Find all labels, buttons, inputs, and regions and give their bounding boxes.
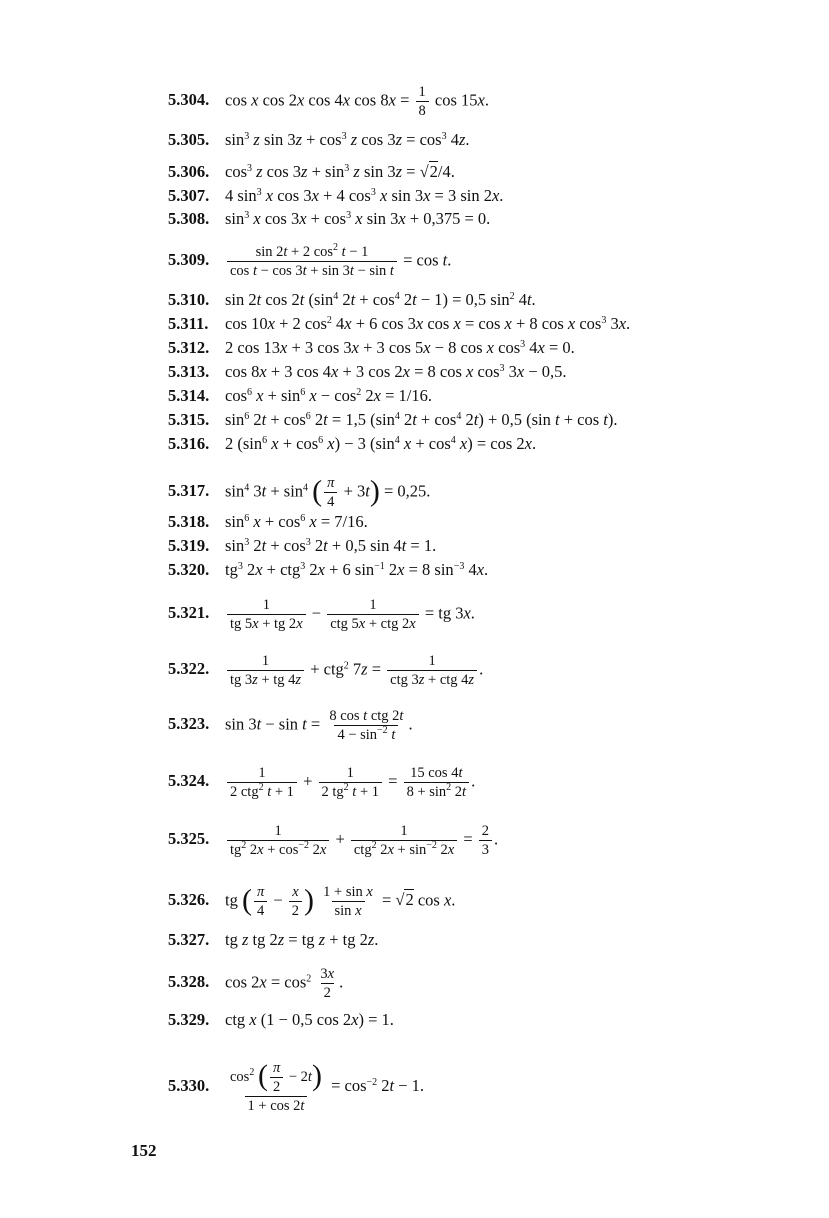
- equation: cos x cos 2x cos 4x cos 8x = $\frac{1}{8}$ cos 15x.: [225, 84, 489, 119]
- problem-5-311: 5.311. cos 10x + 2 $\cos^2 4x + 6$ cos 3x cos x = cos x + 8 cos x $\cos^3 3x$.: [168, 314, 631, 333]
- problem-5-318: 5.318. $\sin^6 x + \cos^6 x = 7/16$.: [168, 512, 368, 531]
- equation: $\sin^3 2t + \cos^3 2t + 0,5$ sin 4t = 1.: [225, 536, 437, 555]
- equation: $\frac{1}{2 ctg^2 t + 1}$ + $\frac{1}{2 tg^2 t + 1}$ = $\frac{15 \cos 4t}{8 + \sin^2 2t}$ .: [225, 765, 475, 800]
- problem-5-329: 5.329. ctg x (1 − 0,5 cos 2x) = 1.: [168, 1010, 394, 1029]
- page-number: 152: [131, 1141, 157, 1160]
- problem-5-305: 5.305. $\sin^3 z$ $\sin 3z + \cos^3 z$ $\cos 3z = \cos^3 4z$.: [168, 130, 470, 149]
- equation: $\sin^3 z$ $\sin 3z + \cos^3 z$ $\cos 3z = \cos^3 4z$.: [225, 130, 470, 149]
- problem-5-321: 5.321. $\frac{1}{tg 5x + tg 2x}$ − $\frac{1}{\text{ctg 5x + ctg 2x}}$ = tg 3x.: [168, 597, 475, 632]
- problem-5-319: 5.319. $\sin^3 2t + \cos^3 2t + 0,5$ sin 4t = 1.: [168, 536, 437, 555]
- equation: $\frac{\sin 2t + 2 \cos^2 t - 1}{\text{cos t − cos 3t + sin 3t − sin t}}$ = cos t.: [225, 244, 451, 279]
- problem-5-304: 5.304. cos x cos 2x cos 4x cos 8x = $\frac{1}{8}$ cos 15x.: [168, 84, 489, 119]
- problem-5-314: 5.314. $\cos^6 x + \sin^6 x - \cos^2 2x = 1/16$.: [168, 386, 432, 405]
- problem-5-315: 5.315. $\sin^6 2t + \cos^6 2t = 1,5$ ($\sin^4$ $2t + \cos^4 2t) + 0,5$ (sin t + cos t).: [168, 410, 618, 429]
- equation: tg ( $\frac{\pi}{4}$ − $\frac{x}{2}$ ) $\frac{\text{1 + sin x}}{\text{sin x}}$ = √2 cos x.: [225, 883, 456, 919]
- problem-5-310: 5.310. sin 2t cos 2t ($\sin^4$ $2t + \cos^4 2t - 1) = 0,5$ $\sin^2 4t$.: [168, 290, 536, 309]
- equation: $\frac{1}{tg^2 2x + \cos^{-2} 2x}$ + $\frac{1}{ctg^2 2x + \sin^{-2} 2x}$ = $\frac{2}{3}$ .: [225, 823, 498, 858]
- equation: $\sin^6 2t + \cos^6 2t = 1,5$ ($\sin^4$ $2t + \cos^4 2t) + 0,5$ (sin t + cos t).: [225, 410, 618, 429]
- equation: sin 2t cos 2t ($\sin^4$ $2t + \cos^4 2t - 1) = 0,5$ $\sin^2 4t$.: [225, 290, 536, 309]
- problem-5-312: 5.312. 2 cos 13x + 3 cos 3x + 3 cos 5x − 8 cos x $\cos^3 4x = 0$.: [168, 338, 575, 357]
- problem-5-308: 5.308. $\sin^3 x$ $\cos 3x + \cos^3 x$ sin 3x + 0,375 = 0.: [168, 209, 491, 228]
- problem-5-324: 5.324. $\frac{1}{2 ctg^2 t + 1}$ + $\frac{1}{2 tg^2 t + 1}$ = $\frac{15 \cos 4t}{8 + \sin^2 2t}$ .: [168, 765, 476, 800]
- equation: $\frac{1}{tg 3z + tg 4z}$ + ctg$^2$ 7z = $\frac{1}{\text{ctg 3z + ctg 4z}}$ .: [225, 653, 483, 688]
- problem-5-323: 5.323. sin 3t − sin t = $\frac{\text{8 cos t ctg 2t}}{4 - \sin^{-2} t}$ .: [168, 708, 413, 743]
- problem-5-320: 5.320. $tg^3$ 2x + ctg$^3$ 2x + 6 $\sin^{-1} 2x = 8$ $\sin^{-3} 4x$.: [168, 560, 489, 579]
- equation: 2 cos 13x + 3 cos 3x + 3 cos 5x − 8 cos x $\cos^3 4x = 0$.: [225, 338, 575, 357]
- problem-5-330: 5.330. $\cos^2$ ( $\frac{\pi}{2}$ − 2t) 1 + cos 2t = $\cos^{-2} 2t - 1$.: [168, 1058, 425, 1114]
- equation: ctg x (1 − 0,5 cos 2x) = 1.: [225, 1010, 394, 1029]
- equation: cos 8x + 3 cos 4x + 3 cos 2x = 8 cos x $\cos^3 3x - 0,5$.: [225, 362, 567, 381]
- equation: cos 10x + 2 $\cos^2 4x + 6$ cos 3x cos x = cos x + 8 cos x $\cos^3 3x$.: [225, 314, 631, 333]
- equation: sin 3t − sin t = $\frac{\text{8 cos t ctg 2t}}{4 - \sin^{-2} t}$ .: [225, 708, 413, 743]
- problem-5-326: 5.326. tg ( $\frac{\pi}{4}$ − $\frac{x}{2}$ ) $\frac{\text{1 + sin x}}{\text{sin x}}$ = √2 cos x.: [168, 883, 456, 919]
- problem-5-325: 5.325. $\frac{1}{tg^2 2x + \cos^{-2} 2x}$ + $\frac{1}{ctg^2 2x + \sin^{-2} 2x}$ = $\frac{2}{3}$ .: [168, 823, 499, 858]
- equation: $tg^3$ 2x + ctg$^3$ 2x + 6 $\sin^{-1} 2x = 8$ $\sin^{-3} 4x$.: [225, 560, 489, 579]
- problem-5-316: 5.316. 2 ($\sin^6$ $x + \cos^6 x) - 3$ ($\sin^4$ $x + \cos^4 x) = \cos 2x$.: [168, 434, 537, 453]
- equation: $\sin^4 3t + \sin^4$ ( $\frac{\pi}{4}$ + 3t) = 0,25.: [225, 474, 431, 510]
- equation: $\cos 2x = \cos^2$ $\frac{3x}{2}$ .: [225, 966, 344, 1001]
- equation: $\sin^6 x + \cos^6 x = 7/16$.: [225, 512, 368, 531]
- equation: $\frac{1}{tg 5x + tg 2x}$ − $\frac{1}{\text{ctg 5x + ctg 2x}}$ = tg 3x.: [225, 597, 475, 632]
- problem-5-306: 5.306. $\cos^3 z$ $\cos 3z + \sin^3 z$ sin 3z = √2/4.: [168, 162, 455, 181]
- problem-5-322: 5.322. $\frac{1}{tg 3z + tg 4z}$ + ctg$^2$ 7z = $\frac{1}{\text{ctg 3z + ctg 4z}}$ .: [168, 653, 484, 688]
- problem-5-327: 5.327. tg z tg 2z = tg z + tg 2z.: [168, 930, 379, 949]
- equation: $\cos^3 z$ $\cos 3z + \sin^3 z$ sin 3z = √2/4.: [225, 162, 455, 181]
- equation: $\sin^3 x$ $\cos 3x + \cos^3 x$ sin 3x + 0,375 = 0.: [225, 209, 491, 228]
- problem-5-317: 5.317. $\sin^4 3t + \sin^4$ ( $\frac{\pi}{4}$ + 3t) = 0,25.: [168, 474, 431, 510]
- problem-5-309: 5.309. $\frac{\sin 2t + 2 \cos^2 t - 1}{\text{cos t − cos 3t + sin 3t − sin t}}$ = cos t.: [168, 242, 452, 279]
- equation: $\cos^6 x + \sin^6 x - \cos^2 2x = 1/16$.: [225, 386, 432, 405]
- problem-5-328: 5.328. $\cos 2x = \cos^2$ $\frac{3x}{2}$ .: [168, 966, 344, 1001]
- equation: 2 ($\sin^6$ $x + \cos^6 x) - 3$ ($\sin^4$ $x + \cos^4 x) = \cos 2x$.: [225, 434, 537, 453]
- equation: $\cos^2$ ( $\frac{\pi}{2}$ − 2t) 1 + cos 2t = $\cos^{-2} 2t - 1$.: [230, 1058, 425, 1114]
- problem-5-307: 5.307. 4 $\sin^3 x$ cos 3x + 4 $\cos^3 x$ sin 3x = 3 sin 2x.: [168, 186, 504, 205]
- equation: tg z tg 2z = tg z + tg 2z.: [225, 930, 379, 949]
- problem-5-313: 5.313. cos 8x + 3 cos 4x + 3 cos 2x = 8 cos x $\cos^3 3x - 0,5$.: [168, 362, 567, 381]
- equation: 4 $\sin^3 x$ cos 3x + 4 $\cos^3 x$ sin 3x = 3 sin 2x.: [225, 186, 504, 205]
